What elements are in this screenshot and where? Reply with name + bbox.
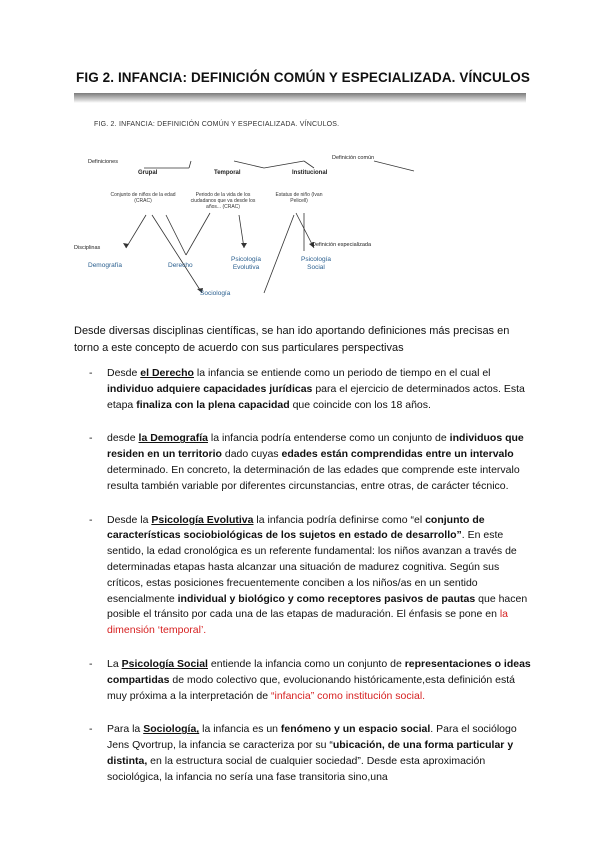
list-item-psicologia-social <box>74 657 534 704</box>
figure-desc-temporal: Periodo de la vida de los ciudadanos que va desde los años... (CRAC) <box>190 192 256 210</box>
grupal-arrow-up <box>189 161 191 168</box>
text-run: la infancia podría definirse como “el <box>253 513 426 526</box>
line-sociologia-right <box>264 215 294 293</box>
figure-disc-psicologia-social-line2: Social <box>307 264 325 271</box>
list-item-demografia <box>74 431 534 494</box>
bold-phrase: ubicación, de una forma particular y distinta, <box>107 739 514 767</box>
list-dash: - <box>89 367 93 379</box>
figure-disc-derecho: Derecho <box>168 262 193 269</box>
figure-desc-institucional: Estatus de niño (Ivan Pelicell) <box>275 192 323 204</box>
list-item-psicologia-evolutiva <box>74 513 534 639</box>
intro-paragraph: Desde diversas disciplinas científicas, se han ido aportando definiciones más precisas en torno a este concepto de acuerdo con sus particulares perspectivas <box>74 325 510 354</box>
text-run: La <box>107 657 122 670</box>
text-run: . En este sentido, la edad cronológica es un referente fundamental: los niños avanzan a través de determinadas etapas hasta alcanzar una situación de madurez cognitiva. Según sus críticos, estas posiciones frecuentemente conciben a los niños/as en un sentido esencialmente <box>107 529 517 605</box>
text-run: desde <box>107 432 139 445</box>
list-dash: - <box>89 723 93 736</box>
bold-phrase: edades están comprendidas entre un intervalo <box>281 448 514 461</box>
figure-lines <box>74 103 526 313</box>
figure-desc-grupal: Conjunto de niños de la edad (CRAC) <box>110 192 176 204</box>
figure-left-label: Definiciones <box>88 159 118 165</box>
arrowhead-evolutiva <box>241 243 247 248</box>
line-derecho <box>166 215 186 255</box>
figure-top-right-label: Definición común <box>332 155 375 161</box>
figure-col-institucional: Institucional <box>292 170 328 176</box>
figure-definicion-especializada-label: Definición especializada <box>312 242 372 248</box>
figure-disciplinas-label: Disciplinas <box>74 245 101 251</box>
text-run: Para la <box>107 723 144 736</box>
figure-disc-psicologia-social-line1: Psicología <box>301 256 331 263</box>
figure-disc-sociologia: Sociología <box>200 290 231 297</box>
bold-phrase: individual y biológico y como receptores pasivos de pautas <box>177 592 476 605</box>
text-run: dado cuyas <box>221 448 282 461</box>
figure-col-temporal: Temporal <box>214 170 241 176</box>
page-title: FIG 2. INFANCIA: DEFINICIÓN COMÚN Y ESPECIALIZADA. VÍNCULOS <box>76 70 530 85</box>
bold-phrase: finaliza con la plena capacidad <box>136 398 290 411</box>
text-run: . Para el sociólogo Jens Qvortrup, la infancia se caracteriza por su “ <box>107 723 517 752</box>
text-run: Desde <box>107 367 141 379</box>
text-run: la infancia se entiende como un periodo de tiempo en el cual el <box>193 367 491 379</box>
discipline-name: Psicología Evolutiva <box>151 513 254 526</box>
discipline-name: Psicología Social <box>121 657 208 670</box>
highlight-red: “infancia” como institución social. <box>271 689 426 702</box>
figure-disc-psicologia-social <box>296 256 336 272</box>
list-item-derecho <box>74 366 534 413</box>
discipline-name: Sociología, <box>143 723 200 736</box>
figure-disc-psicologia-evolutiva-line2: Evolutiva <box>232 264 260 271</box>
text-run: la infancia podría entenderse como un conjunto de <box>207 432 450 445</box>
list-dash: - <box>89 657 93 670</box>
line-demografia <box>126 215 146 248</box>
connector-temporal-up <box>264 161 304 168</box>
list-dash: - <box>89 513 93 526</box>
line-sociologia-left <box>152 215 202 293</box>
discipline-name: la Demografía <box>138 432 208 445</box>
line-derecho-up <box>186 213 210 255</box>
text-run: determinado. En concreto, la determinación de las edades que comprende este intervalo resulta también variable por diferentes circunstancias, entre otras, de carácter técnico. <box>107 463 520 492</box>
bold-phrase: representaciones o ideas compartidas <box>107 657 531 686</box>
connector-grupal-temporal <box>234 161 264 168</box>
figure-diagram <box>74 103 526 313</box>
connector-institucional-right <box>374 161 414 171</box>
text-run: Desde la <box>107 513 152 526</box>
text-run: en la estructura social de cualquier sociedad”. Desde esta aproximación sociológica, la infancia no sería una fase transitoria sino,una <box>107 754 486 783</box>
bold-phrase: individuo adquiere capacidades jurídicas <box>107 382 313 395</box>
disciplines-list <box>74 366 534 786</box>
text-run: la infancia es un <box>199 723 281 736</box>
arrowhead-demografia <box>123 243 129 248</box>
figure-caption: FIG. 2. INFANCIA: DEFINICIÓN COMÚN Y ESPECIALIZADA. VÍNCULOS. <box>94 121 340 128</box>
figure-disc-demografia: Demografía <box>88 262 122 269</box>
text-run: entiende la infancia como un conjunto de <box>207 657 405 670</box>
discipline-name: el Derecho <box>140 367 194 379</box>
bold-phrase: fenómeno y un espacio social <box>280 723 431 736</box>
title-underline <box>74 93 526 103</box>
list-dash: - <box>89 432 93 445</box>
bold-phrase: conjunto de características sociobiológicas de los sujetos en estado de desarrollo” <box>107 513 485 542</box>
highlight-red: la dimensión ‘temporal’. <box>107 608 509 637</box>
connector-temporal-institucional <box>304 161 314 168</box>
text-run: que coincide con los 18 años. <box>289 398 431 411</box>
figure-col-grupal: Grupal <box>138 170 158 176</box>
figure-disc-psicologia-evolutiva <box>226 256 266 272</box>
text-run: de modo colectivo que, evolucionando históricamente,esta definición está muy próxima a la interpretación de <box>107 673 515 702</box>
list-item-sociologia <box>74 722 534 785</box>
text-run: que hacen posible el tránsito por cada una de las etapas de maduración. El énfasis se pone en <box>107 592 528 621</box>
bold-phrase: individuos que residen en un territorio <box>107 432 524 461</box>
figure-disc-psicologia-evolutiva-line1: Psicología <box>231 256 261 263</box>
text-run: para el ejercicio de determinados actos. Esta etapa <box>107 382 525 411</box>
